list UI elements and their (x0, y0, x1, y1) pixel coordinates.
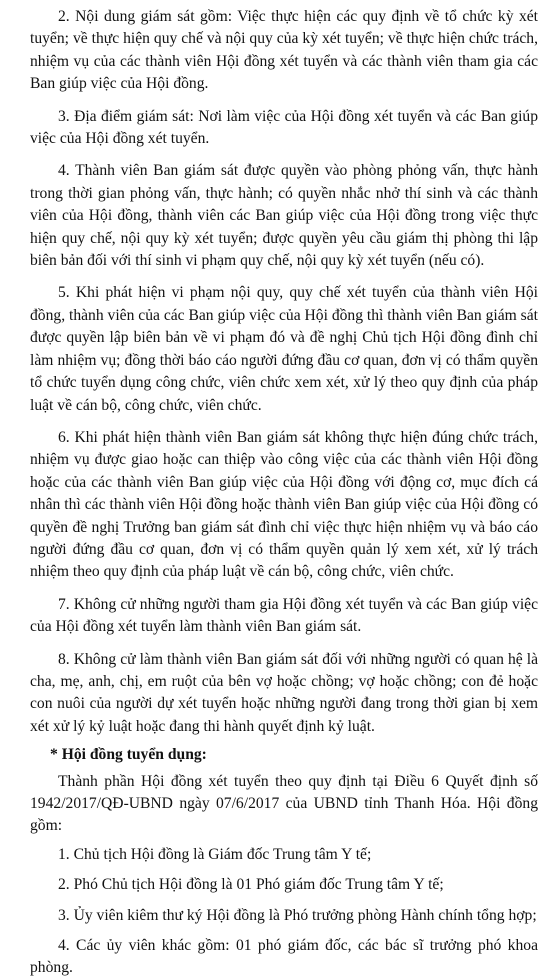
paragraph-supervision-location: 3. Địa điểm giám sát: Nơi làm việc của Hội đồng xét tuyển và các Ban giúp việc của Hội đồng xét tuyển. (30, 107, 538, 148)
paragraph-supervisor-rights: 4. Thành viên Ban giám sát được quyền vào phòng phỏng vấn, thực hành trong thời gian phỏng vấn, thực hành; có quyền nhắc nhở thí sinh và các thành viên của Hội đồng, thành viên các Ban giúp việc của Hội đồng trong việc thực hiện quy chế, nội quy kỳ xét tuyển; được quyền yêu cầu giám thị phòng thi lập biên bản đối với thí sinh vi phạm quy chế, nội quy kỳ xét tuyển (nếu có). (30, 162, 538, 270)
paragraph-supervision-content: 2. Nội dung giám sát gồm: Việc thực hiện các quy định về tổ chức kỳ xét tuyển; về thực hiện quy chế và nội quy của kỳ xét tuyển; về thực hiện chức trách, nhiệm vụ của các thành viên Hội đồng xét tuyển và các thành viên tham gia các Ban giúp việc của Hội đồng. (30, 8, 538, 93)
list-item-council-other-members: 4. Các ủy viên khác gồm: 01 phó giám đốc, các bác sĩ trưởng phó khoa phòng. (30, 937, 538, 977)
list-item-council-chairman: 1. Chủ tịch Hội đồng là Giám đốc Trung tâm Y tế; (58, 845, 372, 863)
list-item-council-vice-chairman: 2. Phó Chủ tịch Hội đồng là 01 Phó giám đốc Trung tâm Y tế; (58, 876, 444, 894)
paragraph-exclusion-council-members: 7. Không cử những người tham gia Hội đồng xét tuyển và các Ban giúp việc của Hội đồng xét tuyển làm thành viên Ban giám sát. (30, 595, 538, 636)
paragraph-violation-handling: 5. Khi phát hiện vi phạm nội quy, quy chế xét tuyển của thành viên Hội đồng, thành viên của các Ban giúp việc của Hội đồng thì thành viên Ban giám sát được quyền lập biên bản về vi phạm đó và đề nghị Chủ tịch Hội đồng đình chỉ làm nhiệm vụ; đồng thời báo cáo người đứng đầu cơ quan, đơn vị có thẩm quyền tổ chức tuyển dụng công chức, viên chức xem xét, xử lý theo quy định của pháp luật về cán bộ, công chức, viên chức. (30, 284, 538, 414)
paragraph-exclusion-relatives: 8. Không cử làm thành viên Ban giám sát đối với những người có quan hệ là cha, mẹ, anh, chị, em ruột của bên vợ hoặc chồng; vợ hoặc chồng; con đẻ hoặc con nuôi của người dự xét tuyển hoặc những người đang trong thời gian bị xem xét xử lý kỷ luật hoặc đang thi hành quyết định kỷ luật. (30, 650, 538, 735)
list-item-council-secretary: 3. Ủy viên kiêm thư ký Hội đồng là Phó trưởng phòng Hành chính tổng hợp; (58, 906, 537, 924)
paragraph-council-composition: Thành phần Hội đồng xét tuyển theo quy định tại Điều 6 Quyết định số 1942/2017/QĐ-UBND ngày 07/6/2017 của UBND tỉnh Thanh Hóa. Hội đồng gồm: (30, 772, 538, 835)
section-heading-recruitment-council: * Hội đồng tuyển dụng: (50, 746, 207, 764)
paragraph-supervisor-misconduct: 6. Khi phát hiện thành viên Ban giám sát không thực hiện đúng chức trách, nhiệm vụ được giao hoặc can thiệp vào công việc của các thành viên Hội đồng hoặc của các thành viên Ban giúp việc của Hội đồng với động cơ, mục đích cá nhân thì các thành viên Hội đồng hoặc thành viên Ban giúp việc của Hội đồng có quyền đề nghị Trưởng ban giám sát đình chỉ việc thực hiện nhiệm vụ và báo cáo người đứng đầu cơ quan, đơn vị có thẩm quyền quản lý xem xét, xử lý trách nhiệm theo quy định của pháp luật về cán bộ, công chức, viên chức. (30, 428, 538, 581)
